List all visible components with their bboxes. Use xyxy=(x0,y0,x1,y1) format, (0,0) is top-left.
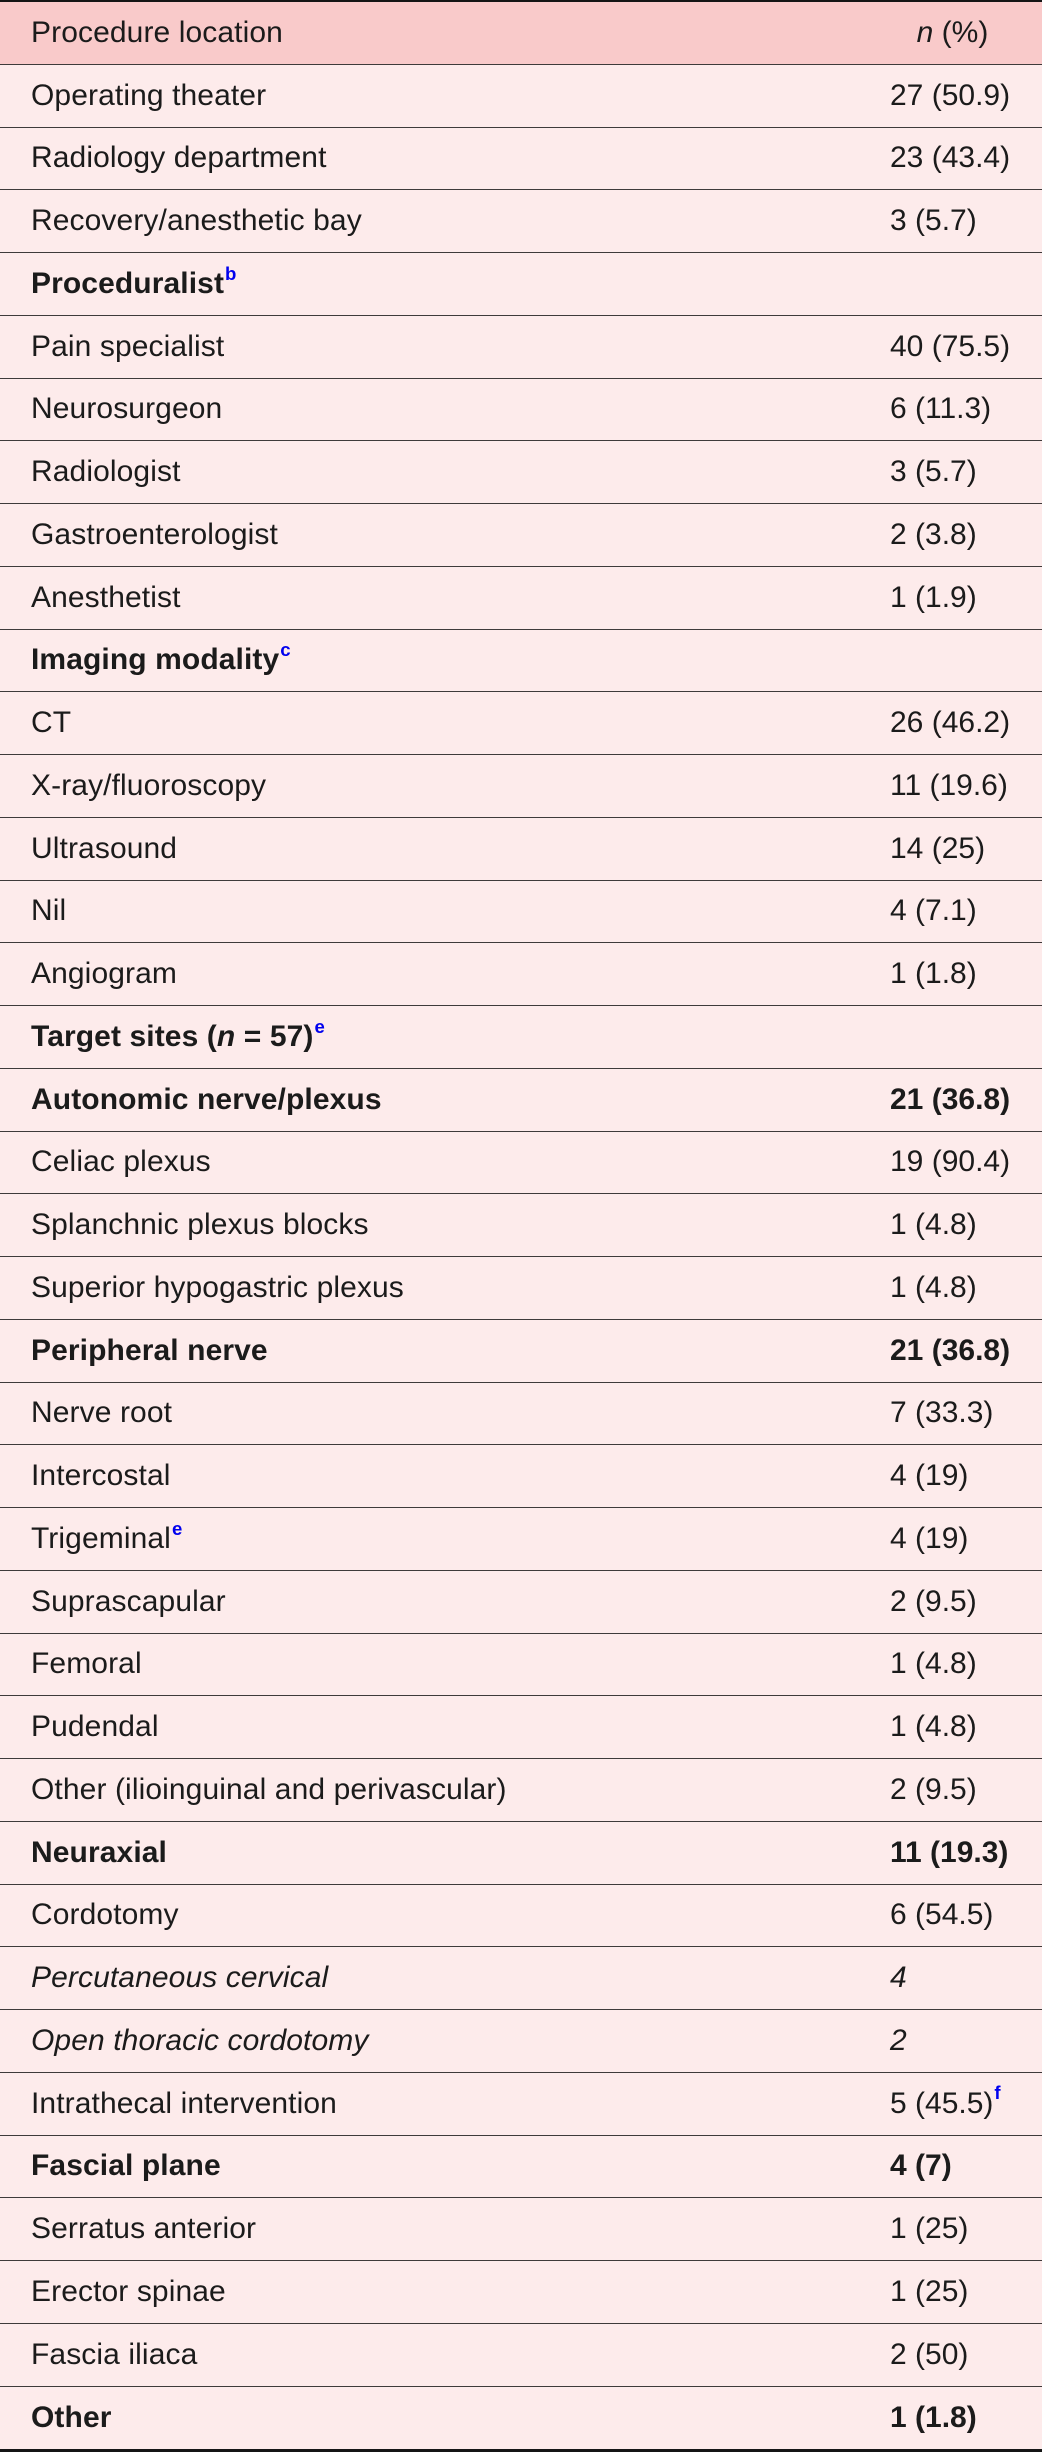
row-label-text: Neurosurgeon xyxy=(31,392,223,426)
footnote-marker: f xyxy=(994,2082,1001,2104)
row-value xyxy=(890,1773,1042,1807)
row-label-text: Proceduralist xyxy=(31,266,225,300)
row-label-text: Erector spinae xyxy=(31,2274,226,2308)
row-value-text: 2 (3.8) xyxy=(890,517,977,551)
row-value xyxy=(890,1459,1042,1493)
row-label-text: CT xyxy=(31,706,72,740)
row-value xyxy=(890,832,1042,866)
row-label xyxy=(0,769,890,803)
row-label xyxy=(0,957,890,991)
row-label-text: Nerve root xyxy=(31,1396,173,1430)
row-value xyxy=(890,1961,1042,1995)
row-value xyxy=(890,1083,1042,1117)
row-value xyxy=(890,141,1042,175)
row-label xyxy=(0,1773,890,1807)
row-value xyxy=(890,1208,1042,1242)
row-label-text: Angiogram xyxy=(31,957,177,991)
row-value-text: 1 (4.8) xyxy=(890,1208,977,1242)
row-label xyxy=(0,2087,890,2121)
row-value-text: 1 (1.8) xyxy=(890,2400,977,2434)
row-label xyxy=(0,1898,890,1932)
row-label xyxy=(0,518,890,552)
row-label xyxy=(0,2212,890,2246)
row-label xyxy=(0,1459,890,1493)
row-value-text: 2 (50) xyxy=(890,2337,969,2371)
row-label-text-end: = 57) xyxy=(235,1019,314,1053)
table-row xyxy=(0,1571,1042,1634)
row-value-text: 26 (46.2) xyxy=(890,706,1011,740)
row-value-text: 7 (33.3) xyxy=(890,1396,994,1430)
row-label-text: Procedure location xyxy=(31,15,283,49)
row-value-text: 4 (7.1) xyxy=(890,894,977,928)
row-label xyxy=(0,1271,890,1305)
row-label xyxy=(0,141,890,175)
table-row xyxy=(0,190,1042,253)
row-value-text: 3 (5.7) xyxy=(890,204,977,238)
row-value xyxy=(890,455,1042,489)
table-row xyxy=(0,755,1042,818)
table-row xyxy=(0,2324,1042,2387)
row-label-text: Radiologist xyxy=(31,455,181,489)
row-value xyxy=(890,1020,1042,1054)
table-row xyxy=(0,2261,1042,2324)
row-label xyxy=(0,2024,890,2058)
row-value-text: 4 (7) xyxy=(890,2149,952,2183)
row-value xyxy=(890,79,1042,113)
row-label-text: Autonomic nerve/plexus xyxy=(31,1082,382,1116)
table-row xyxy=(0,943,1042,1006)
row-label-text: Radiology department xyxy=(31,141,327,175)
table-row xyxy=(0,441,1042,504)
row-label-text: Suprascapular xyxy=(31,1584,226,1618)
row-value-text: 11 (19.3) xyxy=(890,1835,1009,1869)
table-row xyxy=(0,1508,1042,1571)
row-label xyxy=(0,1836,890,1870)
row-label-text: Other (ilioinguinal and perivascular) xyxy=(31,1772,507,1806)
row-value xyxy=(890,1396,1042,1430)
row-label xyxy=(0,639,890,677)
row-label-text: Fascia iliaca xyxy=(31,2337,198,2371)
row-label-text: Target sites ( xyxy=(31,1019,217,1053)
row-label xyxy=(0,832,890,866)
footnote-marker: b xyxy=(225,262,237,284)
row-value xyxy=(890,330,1042,364)
table-row xyxy=(0,567,1042,630)
row-value xyxy=(890,1898,1042,1932)
table-body xyxy=(0,2,1042,2449)
table-row xyxy=(0,1634,1042,1697)
row-label-text: Operating theater xyxy=(31,78,267,112)
row-label-text: Open thoracic cordotomy xyxy=(31,2023,369,2057)
row-label xyxy=(0,1647,890,1681)
row-value xyxy=(890,1522,1042,1556)
row-label xyxy=(0,894,890,928)
row-value-text: 3 (5.7) xyxy=(890,455,977,489)
row-value-text: 1 (4.8) xyxy=(890,1647,977,1681)
row-label-text: Nil xyxy=(31,894,67,928)
footnote-marker: c xyxy=(280,639,291,661)
row-value xyxy=(890,581,1042,615)
row-label-italic-text: n xyxy=(216,1019,236,1053)
table-row xyxy=(0,1445,1042,1508)
row-label-text: Femoral xyxy=(31,1647,142,1681)
row-value-text: 21 (36.8) xyxy=(890,1082,1011,1116)
row-label-text: Recovery/anesthetic bay xyxy=(31,204,362,238)
row-label xyxy=(0,16,890,50)
row-label xyxy=(0,392,890,426)
table-row xyxy=(0,1759,1042,1822)
table-row xyxy=(0,1069,1042,1132)
row-label-text: Pain specialist xyxy=(31,329,225,363)
table-row xyxy=(0,1947,1042,2010)
row-label xyxy=(0,581,890,615)
table-row xyxy=(0,1822,1042,1885)
row-label xyxy=(0,330,890,364)
row-value xyxy=(890,2275,1042,2309)
row-value xyxy=(890,392,1042,426)
row-label-text: Other xyxy=(31,2400,112,2434)
row-label-text: Pudendal xyxy=(31,1710,159,1744)
row-label xyxy=(0,1710,890,1744)
row-value xyxy=(890,643,1042,677)
row-label xyxy=(0,2149,890,2183)
row-label-text: Anesthetist xyxy=(31,580,181,614)
row-value xyxy=(890,518,1042,552)
row-value xyxy=(890,957,1042,991)
row-value xyxy=(890,267,1042,301)
row-value xyxy=(890,2082,1042,2121)
table-row xyxy=(0,1132,1042,1195)
row-value xyxy=(890,2212,1042,2246)
table-header-row xyxy=(0,2,1042,65)
table-row xyxy=(0,1696,1042,1759)
row-label xyxy=(0,2275,890,2309)
row-label-text: Imaging modality xyxy=(31,643,280,677)
row-value xyxy=(890,706,1042,740)
row-value xyxy=(890,16,1042,50)
row-value-text: 1 (25) xyxy=(890,2212,969,2246)
row-label-text: X-ray/fluoroscopy xyxy=(31,768,267,802)
row-label xyxy=(0,1396,890,1430)
table-row xyxy=(0,1320,1042,1383)
row-value xyxy=(890,1585,1042,1619)
row-label-text: Trigeminal xyxy=(31,1521,171,1555)
row-label xyxy=(0,455,890,489)
table-row xyxy=(0,316,1042,379)
row-value xyxy=(890,2401,1042,2435)
row-label xyxy=(0,1585,890,1619)
row-value-text: 6 (54.5) xyxy=(890,1898,994,1932)
row-value-text: 1 (1.8) xyxy=(890,957,977,991)
row-label xyxy=(0,1083,890,1117)
row-value xyxy=(890,894,1042,928)
row-value-text: 14 (25) xyxy=(890,831,986,865)
table-row xyxy=(0,2010,1042,2073)
row-value-text: 2 (9.5) xyxy=(890,1584,977,1618)
row-value xyxy=(890,1145,1042,1179)
row-value-text: 1 (1.9) xyxy=(890,580,977,614)
row-label-text: Serratus anterior xyxy=(31,2212,257,2246)
footnote-marker: e xyxy=(314,1015,325,1037)
row-label xyxy=(0,79,890,113)
table-row xyxy=(0,504,1042,567)
table-row xyxy=(0,1006,1042,1069)
table-row xyxy=(0,253,1042,316)
row-value xyxy=(890,2024,1042,2058)
table-row xyxy=(0,1194,1042,1257)
table-row xyxy=(0,2387,1042,2450)
table-row xyxy=(0,1383,1042,1446)
row-label-text: Neuraxial xyxy=(31,1835,167,1869)
row-value-text: 27 (50.9) xyxy=(890,78,1011,112)
row-value-text: 1 (25) xyxy=(890,2274,969,2308)
row-value xyxy=(890,2338,1042,2372)
row-label xyxy=(0,2338,890,2372)
table-row xyxy=(0,128,1042,191)
row-value-text: 40 (75.5) xyxy=(890,329,1011,363)
row-value-text: 23 (43.4) xyxy=(890,141,1011,175)
row-value xyxy=(890,2149,1042,2183)
row-value xyxy=(890,769,1042,803)
row-label xyxy=(0,1961,890,1995)
row-value-text: 4 (19) xyxy=(890,1521,969,1555)
table-row xyxy=(0,65,1042,128)
table-row xyxy=(0,1885,1042,1948)
row-value-text: (%) xyxy=(933,15,989,49)
row-value-text: 11 (19.6) xyxy=(890,768,1008,802)
row-label-text: Gastroenterologist xyxy=(31,517,278,551)
row-value-text: 5 (45.5) xyxy=(890,2086,994,2120)
table-row xyxy=(0,692,1042,755)
row-label xyxy=(0,1517,890,1556)
row-label-text: Percutaneous cervical xyxy=(31,1961,329,1995)
row-label-text: Ultrasound xyxy=(31,831,178,865)
table-row xyxy=(0,881,1042,944)
row-value-text: 21 (36.8) xyxy=(890,1333,1011,1367)
row-label xyxy=(0,1145,890,1179)
row-label-text: Intercostal xyxy=(31,1459,171,1493)
row-value xyxy=(890,204,1042,238)
row-label xyxy=(0,1334,890,1368)
table-row xyxy=(0,818,1042,881)
row-value-text: 6 (11.3) xyxy=(890,392,992,426)
table-row xyxy=(0,2073,1042,2136)
row-label-text: Fascial plane xyxy=(31,2149,221,2183)
row-label-text: Peripheral nerve xyxy=(31,1333,268,1367)
row-value-text: 2 (9.5) xyxy=(890,1772,977,1806)
row-value xyxy=(890,1647,1042,1681)
table-row xyxy=(0,1257,1042,1320)
row-label-text: Cordotomy xyxy=(31,1898,179,1932)
row-label-text: Superior hypogastric plexus xyxy=(31,1270,404,1304)
row-label-text: Celiac plexus xyxy=(31,1145,211,1179)
row-value-italic-text: n xyxy=(916,15,934,49)
row-label xyxy=(0,204,890,238)
table-row xyxy=(0,2136,1042,2199)
row-label xyxy=(0,2401,890,2435)
row-value xyxy=(890,1271,1042,1305)
row-label-text: Intrathecal intervention xyxy=(31,2086,337,2120)
row-label-text: Splanchnic plexus blocks xyxy=(31,1208,369,1242)
row-value xyxy=(890,1710,1042,1744)
table-row xyxy=(0,379,1042,442)
row-label xyxy=(0,1015,890,1054)
row-label xyxy=(0,262,890,301)
row-value xyxy=(890,1836,1042,1870)
table-row xyxy=(0,630,1042,693)
row-value-text: 1 (4.8) xyxy=(890,1710,977,1744)
row-value-text: 1 (4.8) xyxy=(890,1270,977,1304)
table-row xyxy=(0,2198,1042,2261)
row-label xyxy=(0,706,890,740)
row-value-text: 19 (90.4) xyxy=(890,1145,1011,1179)
row-value-text: 4 xyxy=(890,1961,907,1995)
row-label xyxy=(0,1208,890,1242)
row-value-text: 4 (19) xyxy=(890,1459,969,1493)
row-value xyxy=(890,1334,1042,1368)
row-value-text: 2 xyxy=(890,2023,907,2057)
footnote-marker: e xyxy=(171,1517,183,1539)
